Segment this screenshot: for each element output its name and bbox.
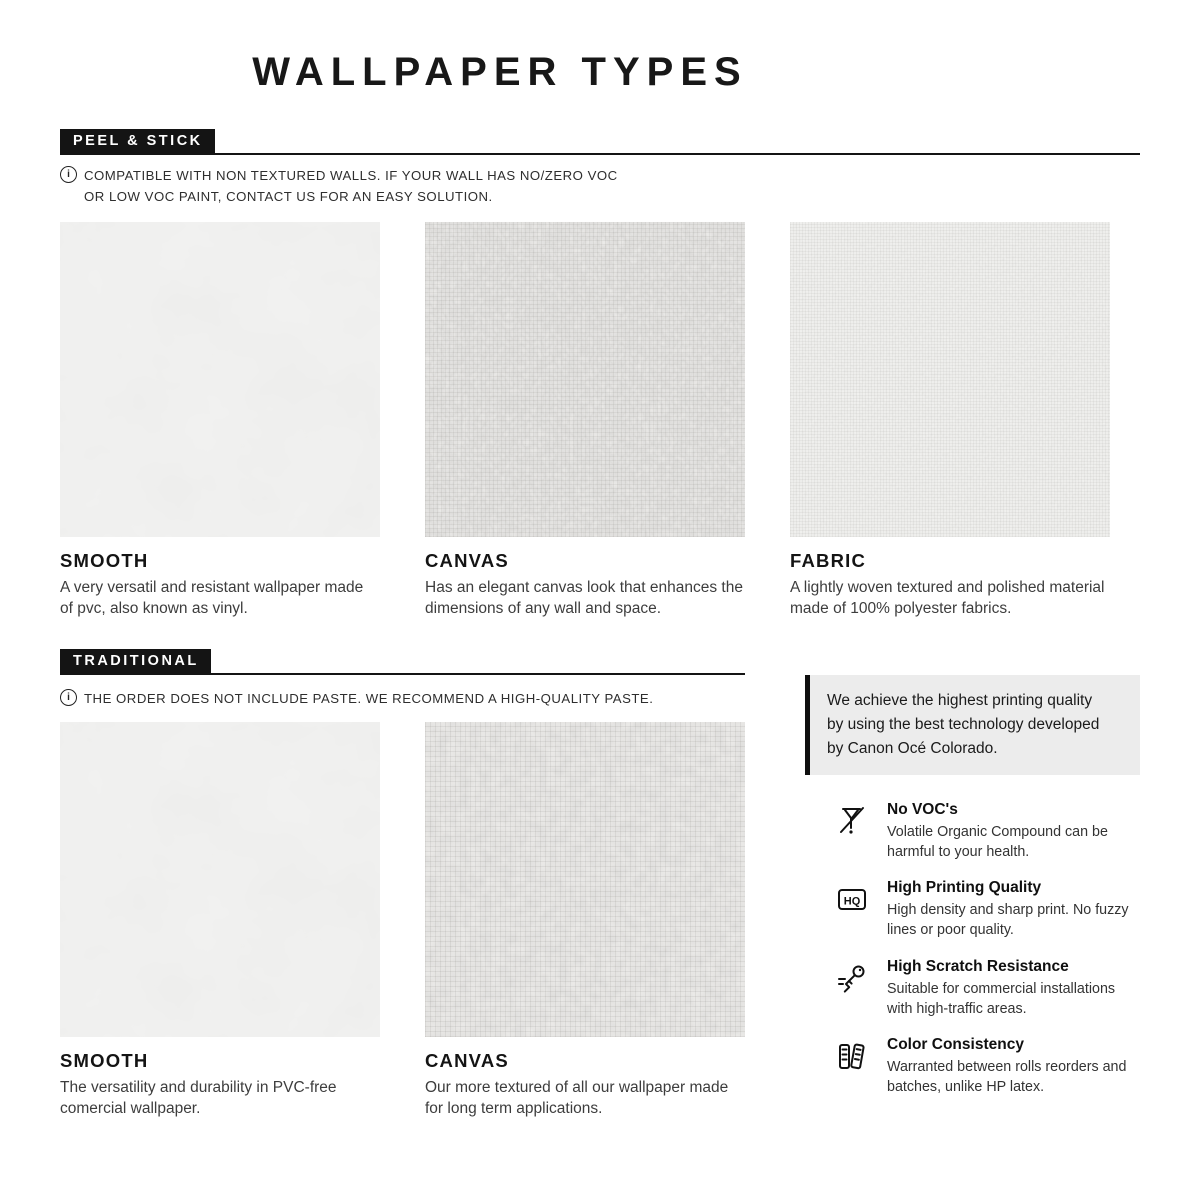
swatch-card-peel-canvas: [425, 222, 745, 620]
texture-noise-layer: [790, 222, 1110, 537]
section-divider-peel-stick: [60, 128, 1140, 155]
hq-print-icon: [832, 879, 872, 919]
swatch-card-peel-fabric: [790, 222, 1110, 620]
feature-title: Color Consistency: [887, 1036, 1024, 1054]
section-label-traditional: TRADITIONAL: [60, 649, 211, 673]
canvas-texture-sample: [425, 222, 745, 537]
texture-noise-layer: [425, 222, 745, 537]
traditional-swatch-row: [60, 722, 745, 1120]
canvas-texture-sample: [425, 722, 745, 1037]
info-icon: [60, 166, 77, 183]
print-quality-panel: [805, 675, 1140, 1098]
feature-description: Volatile Organic Compound can be harmful to your health.: [887, 824, 1108, 860]
feature-no-voc: [832, 801, 1140, 862]
color-consistency-icon: [832, 1036, 872, 1076]
texture-noise-layer: [60, 222, 380, 537]
info-icon: [60, 689, 77, 706]
smooth-texture-sample: [60, 222, 380, 537]
swatch-description: Our more textured of all our wallpaper made for long term applications.: [425, 1079, 729, 1117]
swatch-card-traditional-smooth: [60, 722, 380, 1120]
peel-stick-note: [60, 165, 640, 207]
swatch-description: The versatility and durability in PVC-free comercial wallpaper.: [60, 1079, 337, 1117]
feature-description: Suitable for commercial installations with high-traffic areas.: [887, 980, 1116, 1017]
section-divider-traditional: [60, 648, 745, 675]
peel-stick-swatch-row: [60, 222, 1110, 620]
traditional-note-text: THE ORDER DOES NOT INCLUDE PASTE. WE RECOMMEND A HIGH-QUALITY PASTE.: [84, 691, 654, 706]
swatch-description: A lightly woven textured and polished material made of 100% polyester fabrics.: [790, 579, 1105, 617]
swatch-name: FABRIC: [790, 550, 867, 571]
swatch-card-traditional-canvas: [425, 722, 745, 1120]
feature-title: High Scratch Resistance: [887, 957, 1069, 975]
swatch-name: SMOOTH: [60, 550, 149, 571]
swatch-name: SMOOTH: [60, 1050, 149, 1071]
feature-title: High Printing Quality: [887, 879, 1042, 897]
feature-description: High density and sharp print. No fuzzy lines or poor quality.: [887, 902, 1129, 939]
traditional-note: [60, 688, 653, 709]
swatch-description: A very versatil and resistant wallpaper made of pvc, also known as vinyl.: [60, 579, 364, 617]
swatch-name: CANVAS: [425, 550, 509, 571]
feature-scratch-resistance: [832, 958, 1140, 1019]
swatch-name: CANVAS: [425, 1050, 509, 1071]
no-voc-icon: [832, 801, 872, 841]
section-label-peel-stick: PEEL & STICK: [60, 129, 215, 153]
feature-high-printing-quality: [832, 879, 1140, 940]
swatch-description: Has an elegant canvas look that enhances the dimensions of any wall and space.: [425, 579, 743, 617]
smooth-texture-sample: [60, 722, 380, 1037]
feature-description: Warranted between rolls reorders and batches, unlike HP latex.: [887, 1059, 1127, 1096]
texture-noise-layer: [60, 722, 380, 1037]
hq-icon-label: HQ: [843, 895, 861, 908]
page-title: WALLPAPER TYPES: [252, 50, 748, 94]
feature-color-consistency: [832, 1036, 1140, 1097]
scratch-resistance-icon: [832, 958, 872, 998]
peel-stick-note-text: COMPATIBLE WITH NON TEXTURED WALLS. IF YOUR WALL HAS NO/ZERO VOC OR LOW VOC PAINT, CONTACT US FOR AN EASY SOLUTION.: [84, 168, 618, 205]
feature-title: No VOC's: [887, 801, 958, 819]
feature-list: [805, 801, 1140, 1098]
texture-noise-layer: [425, 722, 745, 1037]
swatch-card-peel-smooth: [60, 222, 380, 620]
quality-statement: We achieve the highest printing quality by using the best technology developed by Canon Océ Colorado.: [805, 675, 1140, 775]
fabric-texture-sample: [790, 222, 1110, 537]
